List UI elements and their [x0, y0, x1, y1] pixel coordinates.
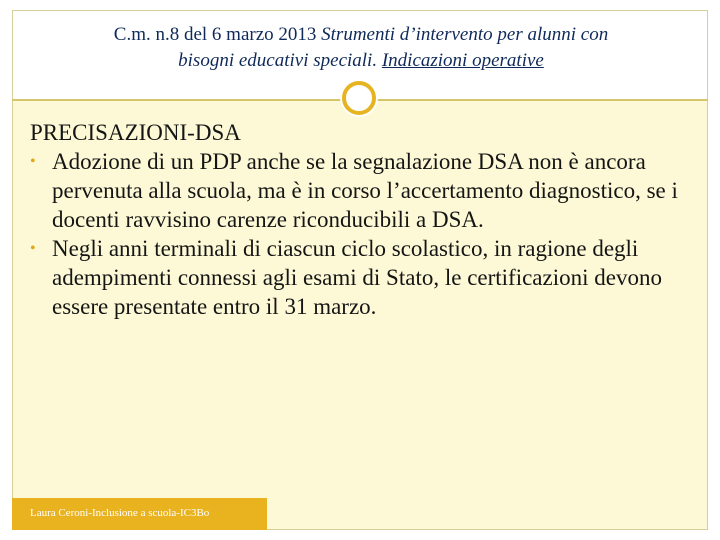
slide-body [30, 118, 690, 321]
bullet-icon: • [30, 153, 36, 170]
bullet-text-2: Negli anni terminali di ciascun ciclo scolastico, in ragione degli adempimenti connessi agli esami di Stato, le certificazioni devono essere presentate entro il 31 marzo. [52, 236, 662, 319]
title-circular-ref: C.m. n.8 del 6 marzo 2013 [113, 24, 322, 45]
title-line-2 [13, 49, 709, 73]
footer-text: Laura Ceroni-Inclusione a scuola-IC3Bo [30, 507, 210, 519]
bullet-icon: • [30, 240, 36, 257]
bullet-text-1: Adozione di un PDP anche se la segnalazione DSA non è ancora pervenuta alla scuola, ma è in corso l’accertamento diagnostico, se i docenti ravvisino carenze riconducibili a DSA. [52, 149, 678, 232]
title-line-1 [13, 23, 709, 47]
ring-ornament-icon [342, 81, 376, 115]
bullet-item-2 [30, 234, 690, 321]
section-heading: PRECISAZIONI-DSA [30, 120, 241, 145]
footer-bar [12, 498, 267, 530]
bullet-item-1 [30, 147, 690, 234]
title-subject: Strumenti d’intervento per alunni con [321, 24, 609, 45]
title-operative-link: Indicazioni operative [381, 50, 544, 71]
title-subject-continued: bisogni educativi speciali. [178, 50, 382, 71]
